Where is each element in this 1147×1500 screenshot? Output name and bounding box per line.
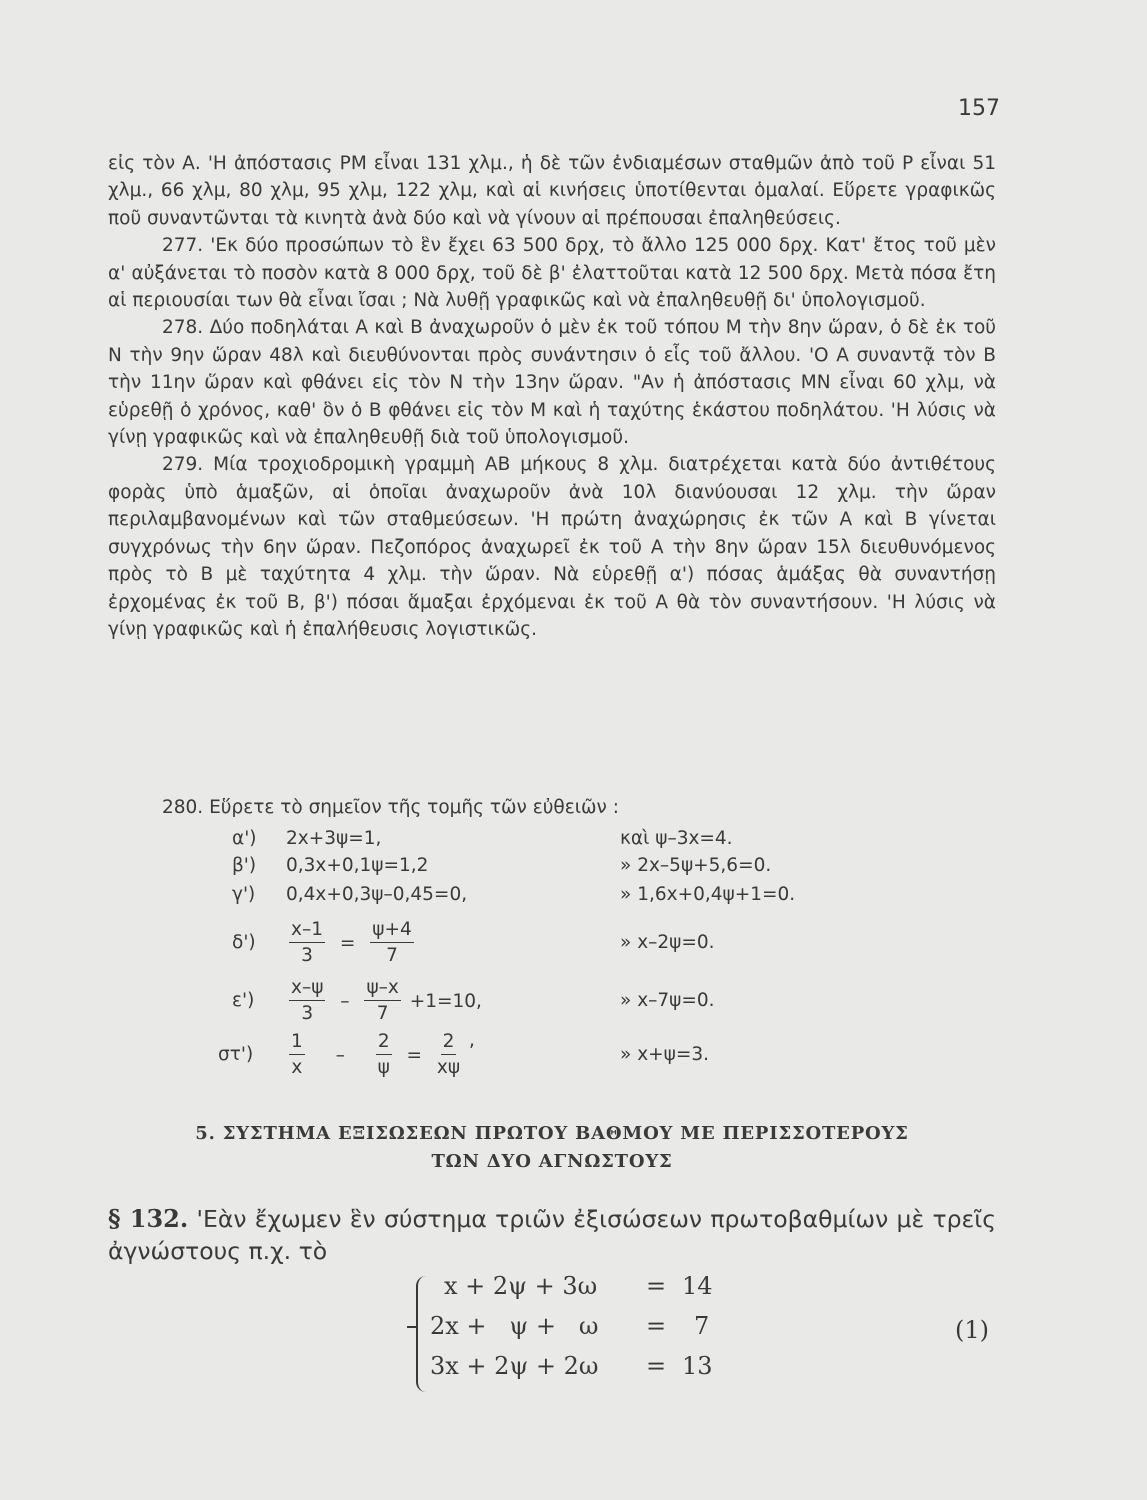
equation-right: » 2x–5ψ+5,6=0. xyxy=(620,855,772,876)
left-brace-tip xyxy=(407,1326,416,1328)
paragraph-277: 277. 'Εκ δύο προσώπων τὸ ἓν ἔχει 63 500 δρχ, τὸ ἄλλο 125 000 δρχ. Κατ' ἔτος τοῦ μὲν α' αὐξάνεται τὸ ποσὸν κατὰ 8 000 δρχ, τοῦ δὲ β' ἐλαττοῦται κατὰ 12 500 δρχ. Μετὰ πόσα ἔτη αἱ περιουσίαι των θὰ εἶναι ἴσαι ; Νὰ λυθῇ γραφικῶς καὶ νὰ ἐπαληθευθῇ δι' ὑπολογισμοῦ. xyxy=(108,235,996,312)
equation-left xyxy=(286,976,482,1027)
fraction xyxy=(370,918,413,969)
row-label: στ') xyxy=(218,1044,254,1065)
fraction-denominator: x xyxy=(291,1057,303,1078)
comma: , xyxy=(468,1030,475,1051)
equation-left: 0,3x+0,1ψ=1,2 xyxy=(286,855,429,876)
equation-right: » x+ψ=3. xyxy=(620,1044,710,1065)
fraction xyxy=(364,976,400,1027)
row-label: α') xyxy=(232,828,257,849)
fraction-numerator: 2 xyxy=(441,1030,457,1055)
paragraph-continuation: εἰς τὸν Α. 'Η ἀπόστασις ΡΜ εἶναι 131 χλμ., ἡ δὲ τῶν ἐνδιαμέσων σταθμῶν ἀπὸ τοῦ Ρ εἶναι 51 χλμ., 66 χλμ, 80 χλμ, 95 χλμ, 122 χλμ, καὶ αἱ κινήσεις ὑποτίθενται ὁμαλαί. Εὕρετε γραφικῶς ποῦ συναντῶνται τὰ κινητὰ ἀνὰ δύο καὶ νὰ γίνουν αἱ πρέπουσαι ἐπαληθεύσεις. xyxy=(108,153,996,229)
equation-rhs: 14 xyxy=(682,1272,713,1300)
equation-left xyxy=(286,1030,475,1081)
fraction xyxy=(289,1030,305,1081)
fraction-numerator: ψ+4 xyxy=(370,918,413,943)
equation-lhs: x + 2ψ + 3ω xyxy=(444,1272,598,1300)
exercise-280-title: 280. Εὕρετε τὸ σημεῖον τῆς τομῆς τῶν εὐθειῶν : xyxy=(162,797,619,818)
section-heading xyxy=(108,1120,996,1176)
fraction-denominator: 7 xyxy=(386,945,398,966)
minus-sign: – xyxy=(335,1045,345,1066)
row-label: β') xyxy=(232,855,257,876)
equals-sign: = xyxy=(339,933,356,954)
equation-right: καὶ ψ–3x=4. xyxy=(620,828,733,849)
fraction-denominator: ψ xyxy=(377,1057,390,1078)
equation-lhs: 2x + ψ + ω xyxy=(430,1312,599,1340)
equation-right: » 1,6x+0,4ψ+1=0. xyxy=(620,884,796,905)
equation-right: » x–2ψ=0. xyxy=(620,932,715,953)
equation-rhs: 7 xyxy=(694,1312,710,1340)
fraction-denominator: xψ xyxy=(436,1057,461,1078)
equation-right: » x–7ψ=0. xyxy=(620,990,715,1011)
fraction xyxy=(289,918,325,969)
equation-rhs: 13 xyxy=(682,1352,713,1380)
fraction xyxy=(289,976,325,1027)
paragraph-132-text: 'Εὰν ἔχωμεν ἓν σύστημα τριῶν ἐξισώσεων πρωτοβαθμίων μὲ τρεῖς ἀγνώστους π.χ. τὸ xyxy=(108,1205,996,1265)
equation-tail: +1=10, xyxy=(409,991,482,1012)
fraction-numerator: ψ–x xyxy=(364,976,400,1001)
fraction xyxy=(437,1030,460,1081)
page-number: 157 xyxy=(958,96,1000,121)
minus-sign: – xyxy=(340,991,350,1012)
row-label: δ') xyxy=(232,932,256,953)
equation-lhs: 3x + 2ψ + 2ω xyxy=(430,1352,599,1380)
problem-text-block xyxy=(108,150,996,643)
fraction-denominator: 3 xyxy=(301,1003,314,1024)
fraction-denominator: 3 xyxy=(301,945,313,966)
section-heading-line-1: 5. ΣΥΣΤΗΜΑ ΕΞΙΣΩΣΕΩΝ ΠΡΩΤΟΥ ΒΑΘΜΟΥ ΜΕ ΠΕΡΙΣΣΟΤΕΡΟΥΣ xyxy=(195,1123,909,1144)
equation-left xyxy=(286,918,417,969)
paragraph-279: 279. Μία τροχιοδρομικὴ γραμμὴ ΑΒ μήκους 8 χλμ. διατρέχεται κατὰ δύο ἀντιθέτους φορὰς ὑπὸ ἁμαξῶν, αἱ ὁποῖαι ἀναχωροῦν ἀνὰ 10λ διανύουσαι 12 χλμ. τὴν ὥραν περιλαμβανομένων καὶ τῶν σταθμεύσεων. 'Η πρώτη ἀναχώρησις ἐκ τῶν Α καὶ Β γίνεται συγχρόνως τὴν 6ην ὥραν. Πεζοπόρος ἀναχωρεῖ ἐκ τοῦ Α τὴν 8ην ὥραν 15λ διευθυνόμενος πρὸς τὸ Β μὲ ταχύτητα 4 χλμ. τὴν ὥραν. Νὰ εὑρεθῇ α') πόσας ἁμάξας θὰ συναντήσῃ ἐρχομένας ἐκ τοῦ Β, β') πόσαι ἅμαξαι ἐρχόμεναι ἐκ τοῦ Α θὰ τὸν συναντήσουν. 'Η λύσις νὰ γίνῃ γραφικῶς καὶ ἡ ἐπαλήθευσις λογιστικῶς. xyxy=(108,454,996,640)
paragraph-number: § 132. xyxy=(108,1204,189,1233)
equation-number: (1) xyxy=(955,1316,989,1344)
equals-sign: = xyxy=(406,1045,422,1066)
fraction-numerator: 2 xyxy=(376,1030,392,1055)
fraction-numerator: 1 xyxy=(289,1030,305,1055)
left-brace xyxy=(416,1276,430,1392)
row-label: ε') xyxy=(232,990,255,1011)
equation-left: 2x+3ψ=1, xyxy=(286,828,382,849)
section-heading-line-2: ΤΩΝ ΔΥΟ ΑΓΝΩΣΤΟΥΣ xyxy=(431,1151,673,1172)
equals-sign: = xyxy=(646,1312,667,1340)
paragraph-278: 278. Δύο ποδηλάται Α καὶ Β ἀναχωροῦν ὁ μὲν ἐκ τοῦ τόπου Μ τὴν 8ην ὥραν, ὁ δὲ ἐκ τοῦ Ν τὴν 9ην ὥραν 48λ καὶ διευθύνονται πρὸς συνάντησιν ὁ εἷς τοῦ ἄλλου. 'Ο Α συναντᾷ τὸν Β τὴν 11ην ὥραν καὶ φθάνει εἰς τὸν Ν τὴν 13ην ὥραν. "Αν ἡ ἀπόστασις ΜΝ εἶναι 60 χλμ, νὰ εὑρεθῇ ὁ χρόνος, καθ' ὃν ὁ Β φθάνει εἰς τὸν Μ καὶ ἡ ταχύτης ἑκάστου ποδηλάτου. 'Η λύσις νὰ γίνῃ γραφικῶς καὶ νὰ ἐπαληθευθῇ διὰ τοῦ ὑπολογισμοῦ. xyxy=(108,317,996,449)
fraction-denominator: 7 xyxy=(376,1003,389,1024)
fraction xyxy=(376,1030,392,1081)
fraction-numerator: x–1 xyxy=(289,918,325,943)
row-label: γ') xyxy=(232,884,256,905)
equals-sign: = xyxy=(646,1352,667,1380)
equals-sign: = xyxy=(646,1272,667,1300)
paragraph-132 xyxy=(108,1203,996,1267)
fraction-numerator: x–ψ xyxy=(289,976,325,1001)
equation-left: 0,4x+0,3ψ–0,45=0, xyxy=(286,884,468,905)
